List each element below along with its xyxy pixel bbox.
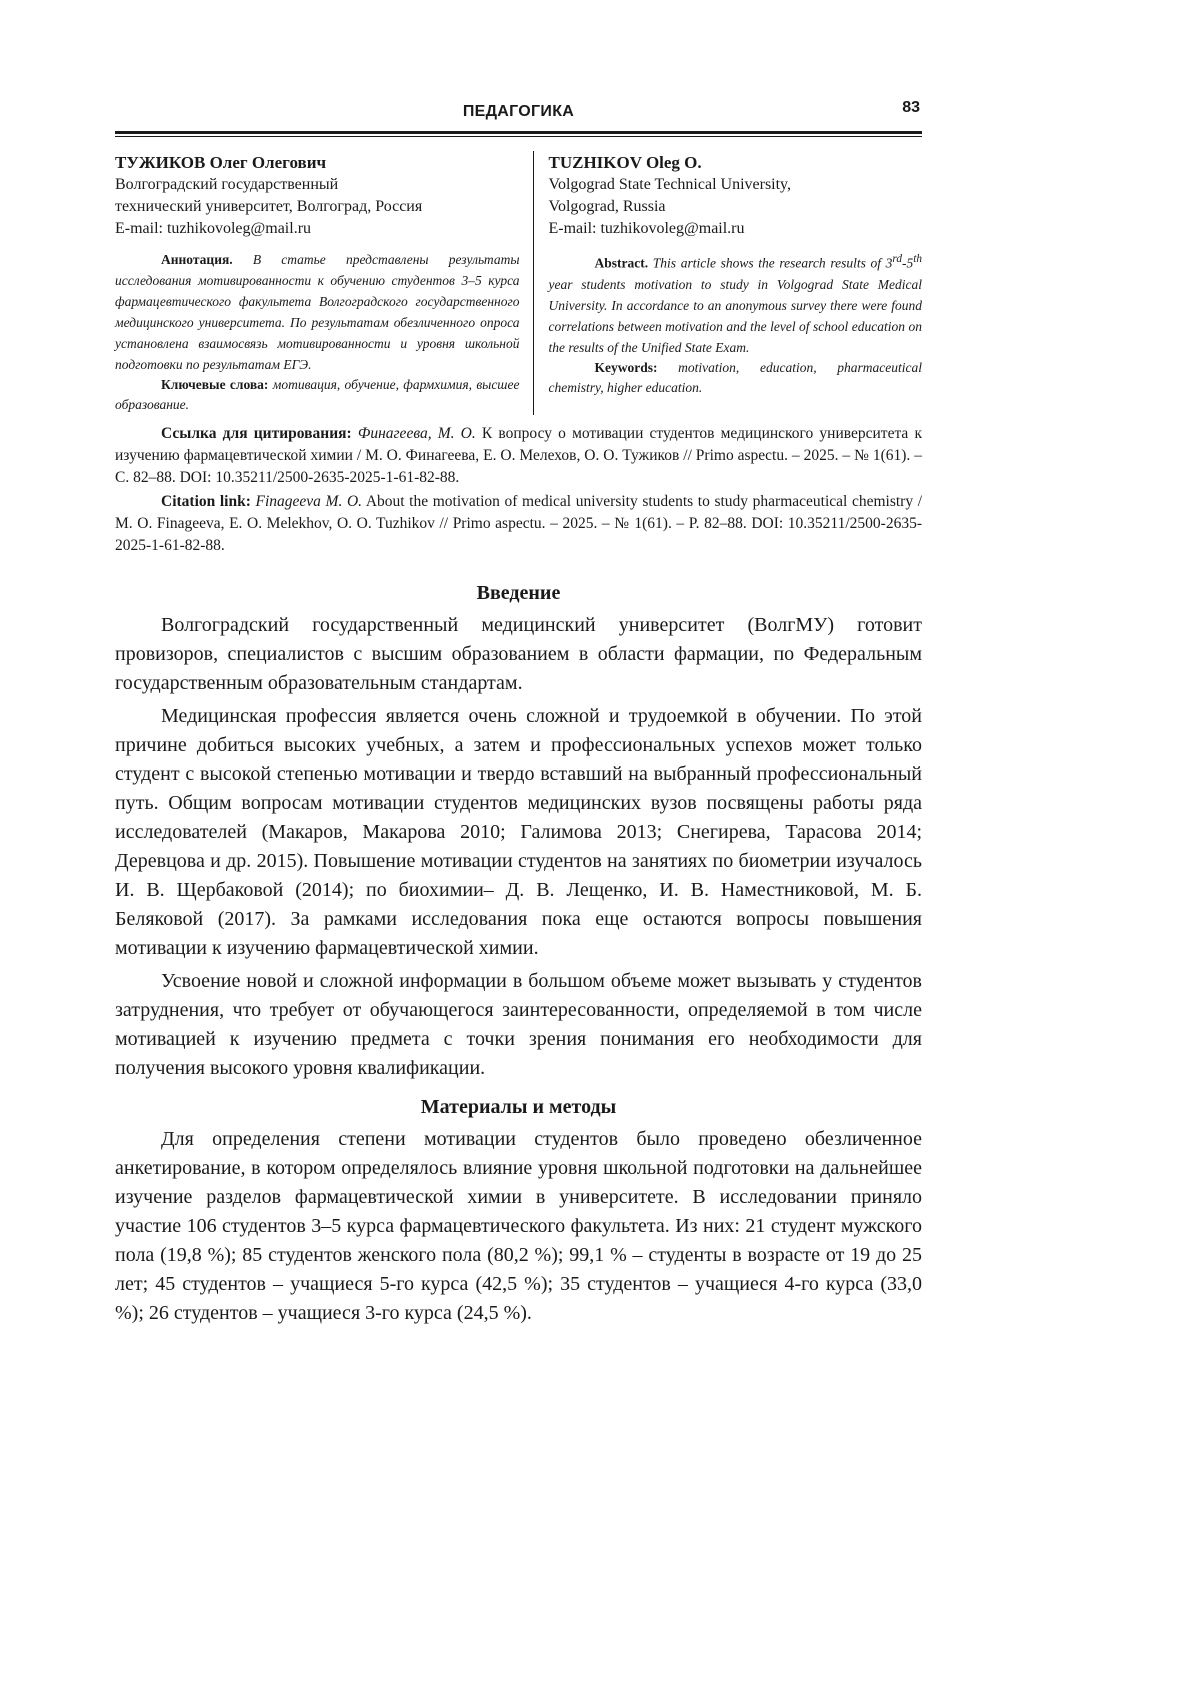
citation-label-en: Citation link: xyxy=(161,493,251,510)
running-header xyxy=(115,95,922,131)
intro-paragraph-1: Волгоградский государственный медицинский университет (ВолгМУ) готовит провизоров, специалистов с высшим образованием в области фармации, по Федеральным государственным образовательным стандартам. xyxy=(115,614,922,694)
keywords-text-ru: мотивация, обучение, фармхимия, высшее образование. xyxy=(115,377,520,412)
email-en: E-mail: tuzhikovoleg@mail.ru xyxy=(548,220,745,237)
abstract-text-en-part1: This article shows the research results of 3 xyxy=(652,255,893,271)
heading-introduction: Введение xyxy=(476,582,561,604)
section-title: ПЕДАГОГИКА xyxy=(462,103,575,120)
affiliation-ru-line1: Волгоградский государственный xyxy=(115,176,339,193)
author-block-en xyxy=(533,151,922,415)
affiliation-en-line1: Volgograd State Technical University, xyxy=(548,176,792,193)
keywords-text-en: motivation, education, pharmaceutical chemistry, higher education. xyxy=(548,359,922,395)
keywords-en xyxy=(548,358,922,398)
abstract-en: Abstract. This article shows the research results of 3rd-5th year students motivation to study in Volgograd State Medical University. In accordance to an anonymous survey there were found correlations between motivation and the level of school education on the results of the Unified State Exam. xyxy=(548,253,923,355)
abstract-text-en-part2: -5 xyxy=(902,255,914,271)
keywords-ru xyxy=(115,375,519,415)
page-number: 83 xyxy=(902,99,920,116)
header-rule-thin xyxy=(115,136,922,137)
intro-paragraph-3: Усвоение новой и сложной информации в большом объеме может вызывать у студентов затруднения, что требует от обучающегося заинтересованности, определяемой в том числе мотивацией к изучению предмета с точки зрения понимания его необходимости для получения высокого уровня квалификации. xyxy=(115,970,922,1079)
author-name-en: TUZHIKOV Oleg O. xyxy=(548,153,702,172)
keywords-label-ru: Ключевые слова: xyxy=(161,377,269,392)
abstract-text-en-part3: year students motivation to study in Volgograd State Medical University. In accordance to an anonymous survey there were found correlations between motivation and the level of school education on the results of the Unified State Exam. xyxy=(548,276,922,355)
abstract-text-ru: В статье представлены результаты исследования мотивированности к обучению студентов 3–5 курса фармацевтического факультета Волгоградского государственного медицинского университета. По результатам обезличенного опроса установлена взаимосвязь мотивированности и уровня школьной подготовки по результатам ЕГЭ. xyxy=(115,252,520,372)
citation-text-ru: К вопросу о мотивации студентов медицинского университета к изучению фармацевтической химии / М. О. Финагеева, Е. О. Мелехов, О. О. Тужиков // Primo aspectu. – 2025. – № 1(61). – С. 82–88. DOI: 10.35211/2500-2635-2025-1-61-82-88. xyxy=(115,425,922,486)
abstract-ru: Аннотация. В статье представлены результаты исследования мотивированности к обучению студентов 3–5 курса фармацевтического факультета Волгоградского государственного медицинского университета. По результатам обезличенного опроса установлена взаимосвязь мотивированности и уровня школьной подготовки по результатам ЕГЭ. xyxy=(115,252,520,372)
abstract-sup-rd: rd xyxy=(892,253,902,265)
methods-paragraph-1: Для определения степени мотивации студентов было проведено обезличенное анкетирование, в котором определялось влияние уровня школьной подготовки на дальнейшее изучение разделов фармацевтической химии в университете. В исследовании приняло участие 106 студентов 3–5 курса фармацевтического факультета. Из них: 21 студент мужского пола (19,8 %); 85 студентов женского пола (80,2 %); 99,1 % – студенты в возрасте от 19 до 25 лет; 45 студентов – учащиеся 5-го курса (42,5 %); 35 студентов – учащиеся 4-го курса (33,0 %); 26 студентов – учащиеся 3-го курса (24,5 %). xyxy=(115,1128,922,1324)
email-ru: E-mail: tuzhikovoleg@mail.ru xyxy=(115,220,312,237)
citation-en xyxy=(115,491,922,557)
citation-label-ru: Ссылка для цитирования: xyxy=(161,425,352,442)
citation-ru xyxy=(115,423,922,489)
author-columns xyxy=(115,151,922,415)
author-name-ru: ТУЖИКОВ Олег Олегович xyxy=(115,153,327,172)
citation-text-en: About the motivation of medical university students to study pharmaceutical chemistry / M. O. Finageeva, E. O. Melekhov, O. O. Tuzhikov // Primo aspectu. – 2025. – № 1(61). – P. 82–88. DOI: 10.35211/2500-2635-2025-1-61-82-88. xyxy=(115,493,922,554)
citation-author-ru: Финагеева, М. О. xyxy=(357,425,476,442)
affiliation-en-line2: Volgograd, Russia xyxy=(548,198,666,215)
abstract-label-ru: Аннотация xyxy=(161,252,230,267)
abstract-label-en: Abstract xyxy=(594,255,645,271)
header-rule-thick xyxy=(115,131,922,134)
heading-methods: Материалы и методы xyxy=(420,1096,617,1118)
affiliation-ru-line2: технический университет, Волгоград, Россия xyxy=(115,198,423,215)
citation-author-en: Finageeva M. O. xyxy=(255,493,363,510)
intro-paragraph-2: Медицинская профессия является очень сложной и трудоемкой в обучении. По этой причине добиться высоких учебных, а затем и профессиональных успехов может только студент с высокой степенью мотивации и твердо вставший на выбранный профессиональный путь. Общим вопросам мотивации студентов медицинских вузов посвящены работы ряда исследователей (Макаров, Макарова 2010; Галимова 2013; Снегирева, Тарасова 2014; Деревцова и др. 2015). Повышение мотивации студентов на занятиях по биометрии изучалось И. В. Щербаковой (2014); по биохимии– Д. В. Лещенко, И. В. Наместниковой, М. Б. Беляковой (2017). За рамками исследования пока еще остаются вопросы повышения мотивации к изучению фармацевтической химии. xyxy=(115,705,922,959)
journal-page xyxy=(115,95,922,1328)
abstract-sup-th: th xyxy=(913,253,923,265)
author-block-ru xyxy=(115,151,533,415)
keywords-label-en: Keywords: xyxy=(594,359,658,375)
